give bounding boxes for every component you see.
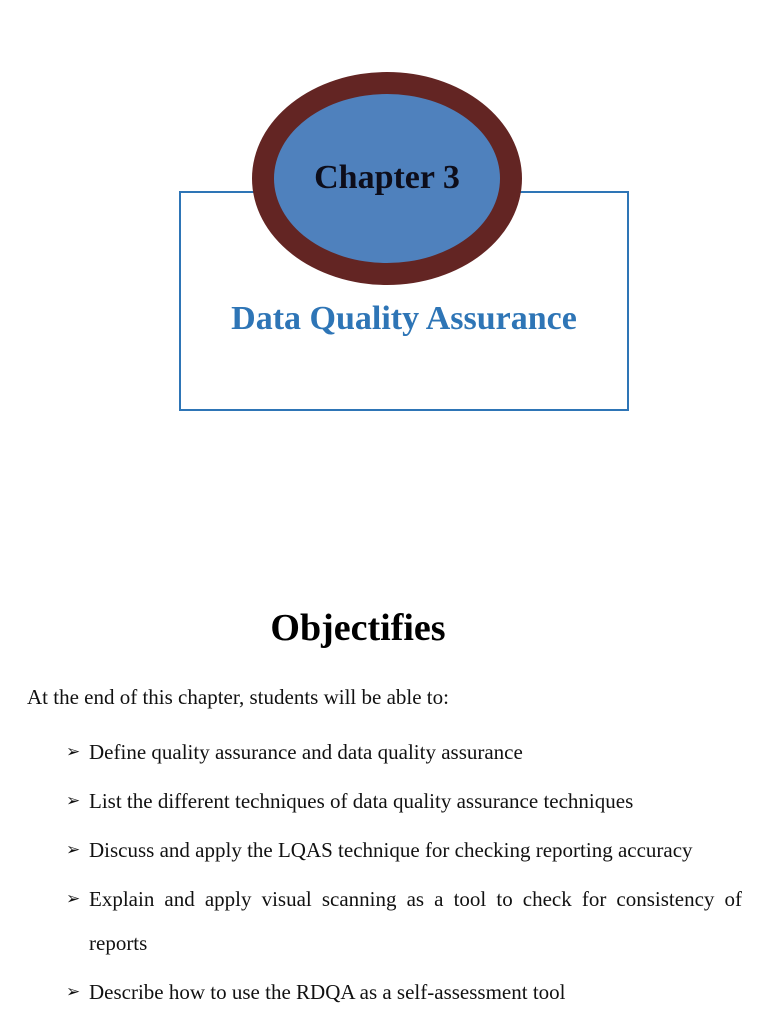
objective-text: Discuss and apply the LQAS technique for checking reporting accuracy (89, 838, 693, 862)
objective-text: List the different techniques of data quality assurance techniques (89, 789, 634, 813)
chapter-badge-oval (252, 72, 522, 285)
objectives-intro: At the end of this chapter, students will be able to: (27, 685, 449, 709)
chapter-label: Chapter 3 (314, 158, 460, 196)
arrowhead-bullet-icon: ➢ (66, 982, 81, 1002)
objective-item (66, 730, 742, 774)
objective-text: Describe how to use the RDQA as a self-assessment tool (89, 980, 566, 1004)
objectives-heading: Objectifies (270, 607, 446, 649)
objective-item (66, 877, 742, 965)
chapter-title: Data Quality Assurance (231, 300, 577, 337)
objective-item (66, 779, 742, 823)
arrowhead-bullet-icon: ➢ (66, 840, 81, 860)
arrowhead-bullet-icon: ➢ (66, 742, 81, 762)
objectives-list (66, 730, 742, 1019)
objective-text: Define quality assurance and data quality assurance (89, 740, 523, 764)
objective-item (66, 970, 742, 1014)
arrowhead-bullet-icon: ➢ (66, 791, 81, 811)
arrowhead-bullet-icon: ➢ (66, 889, 81, 909)
objective-item (66, 828, 742, 872)
objective-text: Explain and apply visual scanning as a tool to check for consistency of reports (89, 887, 742, 955)
